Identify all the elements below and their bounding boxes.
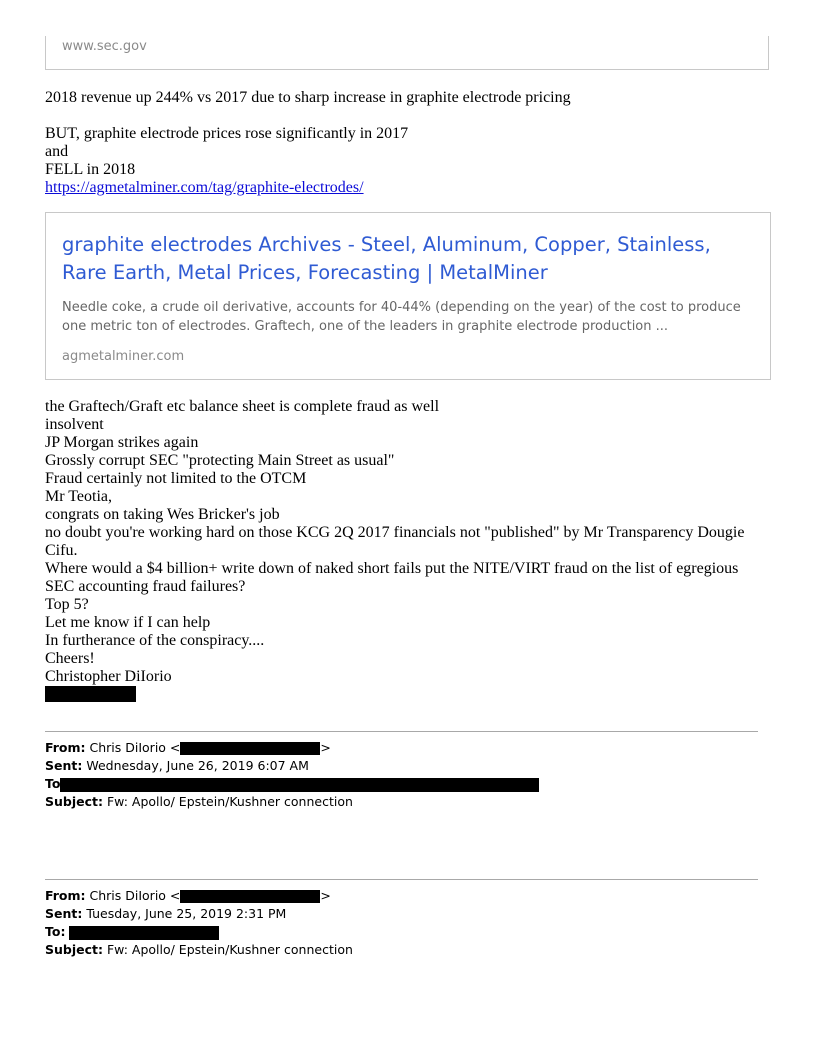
divider xyxy=(45,731,758,732)
body-line: BUT, graphite electrode prices rose significantly in 2017 xyxy=(45,125,409,142)
sent-label: Sent: xyxy=(45,758,83,773)
sec-link-card[interactable] xyxy=(45,36,769,70)
card-domain: www.sec.gov xyxy=(62,39,147,54)
from-name: Chris DiIorio < xyxy=(89,888,181,903)
subject-label: Subject: xyxy=(45,794,103,809)
sent-label: Sent: xyxy=(45,906,83,921)
to-label: To: xyxy=(45,924,66,939)
body-line: the Graftech/Graft etc balance sheet is complete fraud as well xyxy=(45,398,440,415)
from-label: From: xyxy=(45,888,86,903)
sent-value: Wednesday, June 26, 2019 6:07 AM xyxy=(86,758,309,773)
body-line: Mr Teotia, xyxy=(45,488,113,505)
signature-name: Christopher DiIorio xyxy=(45,668,172,685)
redaction-bar xyxy=(180,890,320,903)
body-line: Fraud certainly not limited to the OTCM xyxy=(45,470,307,487)
card-description: Needle coke, a crude oil derivative, accounts for 40-44% (depending on the year) of the cost to produce one metric ton of electrodes. Graftech, one of the leaders in graphite electrode production ... xyxy=(62,300,741,334)
body-line: and xyxy=(45,143,69,160)
from-label: From: xyxy=(45,740,86,755)
body-text xyxy=(45,398,770,686)
email-header-2 xyxy=(45,887,353,959)
body-intro xyxy=(45,89,775,197)
from-name: Chris DiIorio < xyxy=(89,740,181,755)
card-title[interactable]: graphite electrodes Archives - Steel, Aluminum, Copper, Stainless, Rare Earth, Metal Prices, Forecasting | MetalMiner xyxy=(62,233,711,284)
body-line: Where would a $4 billion+ write down of naked short fails put the NITE/VIRT fraud on the list of egregious SEC accounting fraud failures? xyxy=(45,560,739,595)
sent-value: Tuesday, June 25, 2019 2:31 PM xyxy=(86,906,287,921)
body-line: FELL in 2018 xyxy=(45,161,136,178)
body-line: JP Morgan strikes again xyxy=(45,434,199,451)
body-line: Let me know if I can help xyxy=(45,614,211,631)
to-label: To xyxy=(45,776,61,791)
card-domain: agmetalminer.com xyxy=(62,349,185,364)
from-end: > xyxy=(320,740,331,755)
body-line: no doubt you're working hard on those KCG 2Q 2017 financials not "published" by Mr Transparency Dougie Cifu. xyxy=(45,524,745,559)
metalminer-link-card[interactable] xyxy=(45,212,771,380)
body-line: congrats on taking Wes Bricker's job xyxy=(45,506,280,523)
redaction-bar xyxy=(69,926,219,940)
divider xyxy=(45,879,758,880)
body-line: 2018 revenue up 244% vs 2017 due to sharp increase in graphite electrode pricing xyxy=(45,89,571,106)
redaction-bar xyxy=(45,686,136,702)
redaction-bar xyxy=(180,742,320,755)
email-header-1 xyxy=(45,739,539,811)
redaction-bar xyxy=(60,778,539,792)
body-line: In furtherance of the conspiracy.... xyxy=(45,632,265,649)
body-line: Cheers! xyxy=(45,650,95,667)
subject-value: Fw: Apollo/ Epstein/Kushner connection xyxy=(106,942,353,957)
metalminer-link[interactable]: https://agmetalminer.com/tag/graphite-electrodes/ xyxy=(45,179,364,196)
body-line: insolvent xyxy=(45,416,104,433)
body-line: Grossly corrupt SEC "protecting Main Street as usual" xyxy=(45,452,395,469)
subject-label: Subject: xyxy=(45,942,103,957)
subject-value: Fw: Apollo/ Epstein/Kushner connection xyxy=(106,794,353,809)
from-end: > xyxy=(320,888,331,903)
body-line: Top 5? xyxy=(45,596,89,613)
